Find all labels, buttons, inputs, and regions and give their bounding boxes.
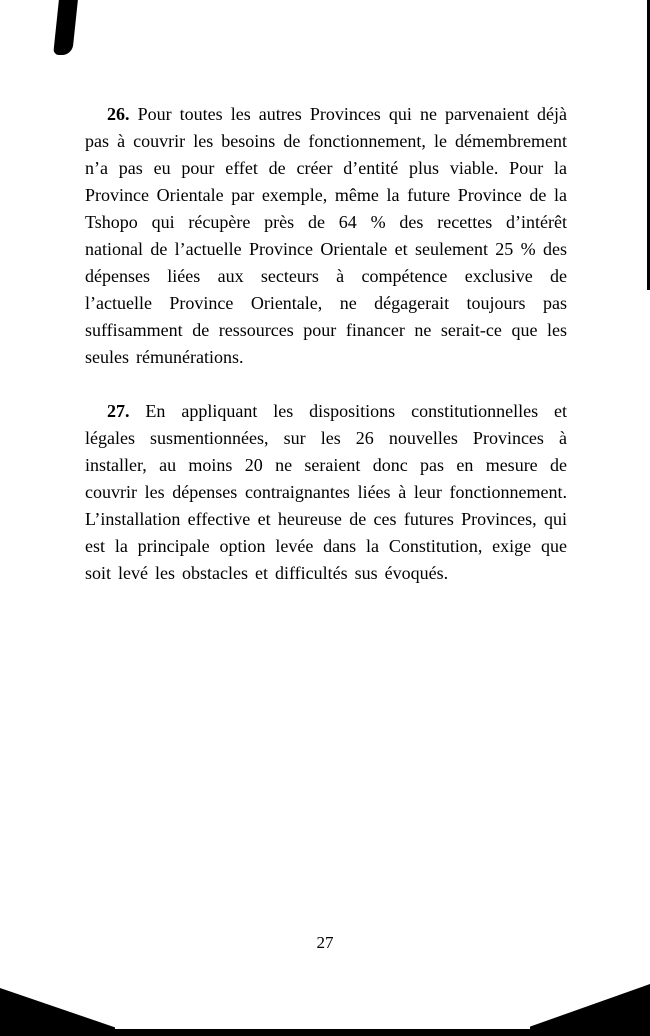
- paragraph-27: [85, 398, 567, 587]
- paragraph-26-number: 26.: [107, 104, 130, 124]
- scan-artifact-top-left: [53, 0, 78, 55]
- scan-artifact-bottom-right: [530, 984, 650, 1036]
- paragraph-26-text: Pour toutes les autres Provinces qui ne parvenaient déjà pas à couvrir les besoins de fonctionnement, le démembrement n’a pas eu pour effet de créer d’entité plus viable. Pour la Province Orientale par exemple, même la future Province de la Tshopo qui récupère près de 64 % des recettes d’intérêt national de l’actuelle Province Orientale et seulement 25 % des dépenses liées aux secteurs à compétence exclusive de l’actuelle Province Orientale, ne dégagerait toujours pas suffisamment de ressources pour financer ne serait-ce que les seules rémunérations.: [85, 104, 568, 367]
- paragraph-27-number: 27.: [107, 401, 130, 421]
- page-body-text: [85, 101, 567, 587]
- paragraph-27-text: En appliquant les dispositions constitutionnelles et légales susmentionnées, sur les 26 nouvelles Provinces à installer, au moins 20 ne seraient donc pas en mesure de couvrir les dépenses contraignantes liées à leur fonctionnement. L’installation effective et heureuse de ces futures Provinces, qui est la principale option levée dans la Constitution, exige que soit levé les obstacles et difficultés sus évoqués.: [85, 401, 567, 583]
- scan-artifact-bottom-left: [0, 988, 115, 1036]
- page-number: 27: [316, 933, 334, 952]
- paragraph-26: [85, 101, 567, 371]
